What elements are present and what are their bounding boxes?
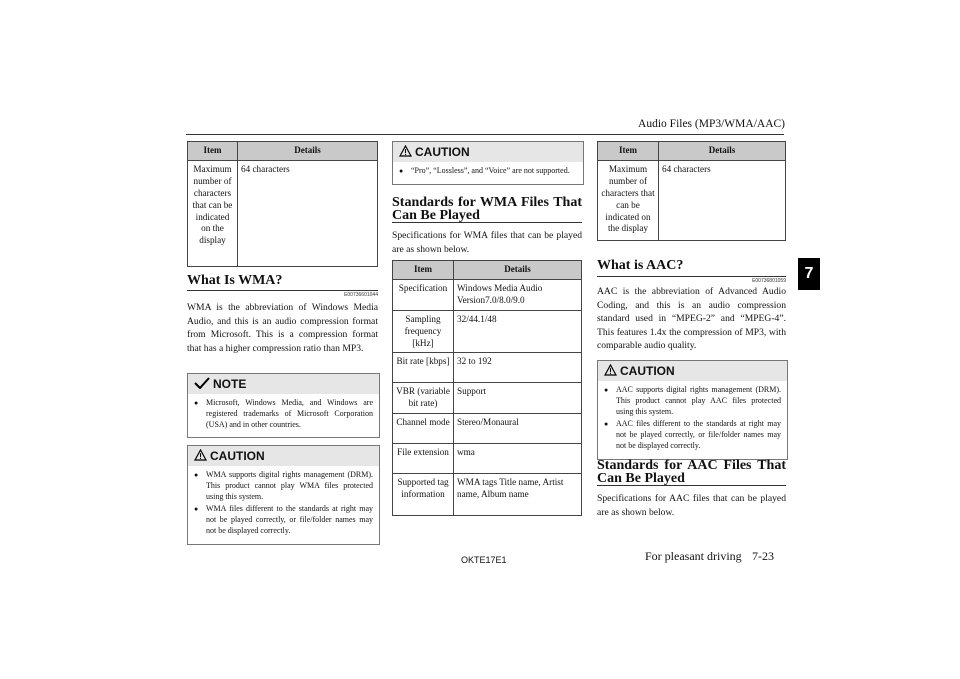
caution-header [393,142,583,162]
chapter-tab: 7 [798,258,820,290]
table-header-item: Item [188,142,238,161]
document-code: OKTE17E1 [461,555,507,565]
section-rule [597,485,786,486]
aac-description: AAC is the abbreviation of Advanced Audio Coding, and this is an audio compression standard used in “MPEG-2” and “MPEG-4”. This features 1.4x the compression of MP3, with comparable audio quality. [597,286,786,352]
section-title-wma-standards-line2: Can Be Played [392,208,480,223]
wma-description: WMA is the abbreviation of Windows Media Audio, and this is an audio compression format from Microsoft. This is a compression format that has a higher compression ratio than MP3. [187,302,378,354]
wma-spec-table [392,260,582,516]
table-cell-item: Specification [393,279,454,310]
table-cell-details: 64 characters [659,160,786,240]
section-rule [392,222,582,223]
table-row [188,160,378,266]
section-title-what-is-aac: What is AAC? [597,258,684,273]
section-title-wma-standards: Standards for WMA Files That [392,195,582,210]
section-rule [597,276,786,277]
table-row [393,444,582,474]
table-header-item: Item [393,261,454,280]
page-number: 7-23 [752,549,774,563]
caution-bullet: ● WMA supports digital rights management (DRM). This product cannot play WMA files protected using this system. [194,470,373,501]
section-title-aac-standards-line2: Can Be Played [597,471,685,486]
table-cell-details: 32/44.1/48 [454,310,582,353]
caution-header [188,446,379,466]
warning-triangle-icon [194,449,207,464]
note-bullet: ● Microsoft, Windows Media, and Windows are registered trademarks of Microsoft Corporation (USA) and in other countries. [194,398,373,429]
aac-char-limit-table [597,141,786,241]
table-row [393,474,582,516]
caution-label: CAUTION [210,449,265,463]
table-cell-item: VBR (variable bit rate) [393,383,454,414]
caution-box [392,141,584,185]
table-row [393,414,582,444]
note-pencil-icon [194,377,210,392]
header-rule [186,134,784,135]
caution-box [597,360,788,460]
wma-char-limit-table [187,141,378,267]
table-cell-details: Windows Media Audio Version7.0/8.0/9.0 [454,279,582,310]
table-cell-item: Channel mode [393,414,454,444]
table-cell-item: Bit rate [kbps] [393,353,454,383]
caution-label: CAUTION [620,364,675,378]
footer-chapter-name: For pleasant driving [645,549,742,563]
section-code: E00736801059 [752,278,786,284]
table-header-details: Details [659,142,786,161]
aac-standards-intro: Specifications for AAC files that can be played are as shown below. [597,493,786,518]
caution-box [187,445,380,545]
table-row [393,279,582,310]
table-row [393,310,582,353]
section-title-aac-standards: Standards for AAC Files That [597,458,786,473]
section-rule [187,290,378,291]
table-cell-details: Support [454,383,582,414]
section-code: E00736601044 [344,292,378,298]
table-row [393,383,582,414]
table-header-details: Details [238,142,378,161]
table-cell-item: Maximum number of characters that can be indicated on the display [598,160,659,240]
caution-bullet: ● WMA files different to the standards at right may not be played correctly, or file/folder names may not be displayed correctly. [194,504,373,535]
table-cell-details: 32 to 192 [454,353,582,383]
table-row [598,160,786,240]
table-cell-item: Supported tag information [393,474,454,516]
table-cell-item: File extension [393,444,454,474]
section-title-what-is-wma: What Is WMA? [187,273,283,288]
wma-standards-intro: Specifications for WMA files that can be played are as shown below. [392,230,582,255]
table-row [393,353,582,383]
note-box [187,373,380,438]
caution-bullet: ● AAC supports digital rights management (DRM). This product cannot play AAC files protected using this system. [604,385,781,416]
caution-label: CAUTION [415,145,470,159]
caution-header [598,361,787,381]
table-cell-details: 64 characters [238,160,378,266]
caution-bullet: ● “Pro”, “Lossless”, and “Voice” are not supported. [399,166,570,175]
table-cell-details: WMA tags Title name, Artist name, Album name [454,474,582,516]
table-header-details: Details [454,261,582,280]
warning-triangle-icon [604,364,617,379]
table-cell-item: Maximum number of characters that can be indicated on the display [188,160,238,266]
table-cell-item: Sampling frequency [kHz] [393,310,454,353]
note-label: NOTE [213,377,247,391]
running-header-title: Audio Files (MP3/WMA/AAC) [638,118,785,130]
table-cell-details: Stereo/Monaural [454,414,582,444]
table-cell-details: wma [454,444,582,474]
warning-triangle-icon [399,145,412,160]
note-header [188,374,379,394]
table-header-item: Item [598,142,659,161]
caution-bullet: ● AAC files different to the standards at right may not be played correctly, or file/folder names may not be displayed correctly. [604,419,781,450]
